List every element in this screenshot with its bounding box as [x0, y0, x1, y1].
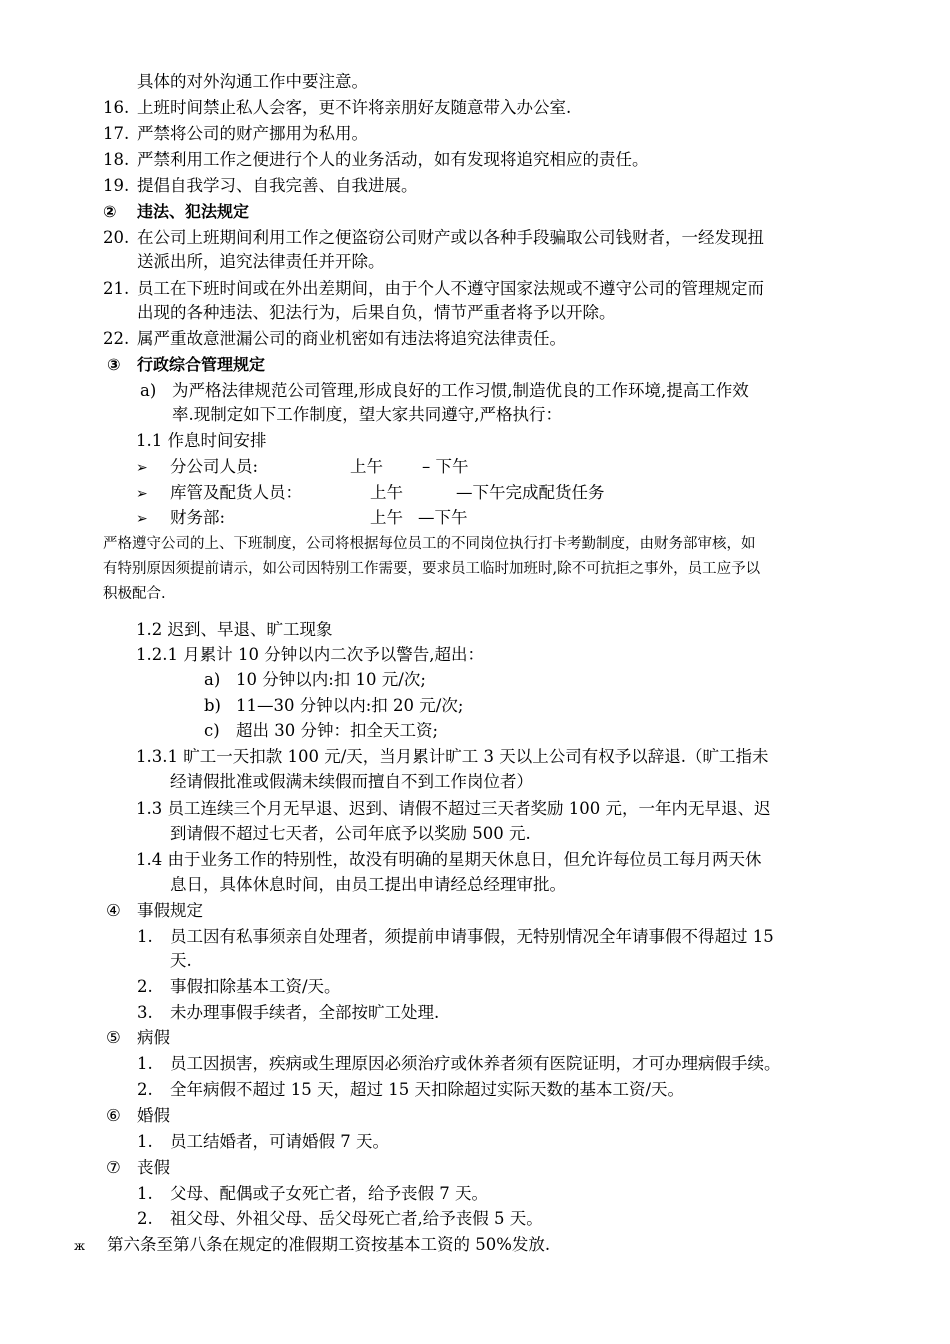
item-text: 为严格法律规范公司管理,形成良好的工作习惯,制造优良的工作环境,提高工作效 — [172, 381, 749, 400]
list-item-17 — [103, 122, 368, 146]
text-line: 积极配合. — [103, 586, 166, 602]
text-line: 1.4 由于业务工作的特别性，故没有明确的星期天休息日，但允许每位员工每月两天休 — [136, 850, 762, 869]
item-text: 第六条至第八条在规定的准假期工资按基本工资的 50%发放. — [107, 1235, 551, 1254]
list-item — [137, 925, 774, 949]
item-text: 全年病假不超过 15 天，超过 15 天扣除超过实际天数的基本工资/天。 — [170, 1080, 685, 1099]
item-number: 17. — [103, 124, 130, 143]
section-number: ③ — [107, 355, 121, 374]
item-text: 严禁利用工作之便进行个人的业务活动，如有发现将追究相应的责任。 — [137, 150, 649, 169]
section-heading-6 — [106, 1104, 170, 1128]
arrow-bullet-icon: ➢ — [136, 511, 148, 527]
text-line: 严格遵守公司的上、下班制度，公司将根据每位员工的不同岗位执行打卡考勤制度，由财务部审核，如 — [103, 536, 756, 552]
item-number: 1. — [137, 1054, 153, 1073]
item-number: 2. — [137, 1209, 153, 1228]
list-item-19 — [103, 174, 418, 198]
item-number: 3. — [137, 1003, 153, 1022]
item-number: 16. — [103, 98, 130, 117]
text-line: 出现的各种违法、犯法行为，后果自负，情节严重者将予以开除。 — [137, 303, 616, 322]
item-letter: a) — [204, 670, 221, 689]
section-title: 丧假 — [137, 1158, 170, 1177]
section-number: ② — [103, 202, 117, 221]
item-text: 父母、配偶或子女死亡者，给予丧假 7 天。 — [170, 1184, 488, 1203]
schedule-row — [136, 481, 605, 506]
text-line: 有特别原因须提前请示，如公司因特别工作需要，要求员工临时加班时,除不可抗拒之事外，员工应予以 — [103, 561, 761, 577]
text-line: 到请假不超过七天者，公司年底予以奖励 500 元. — [170, 824, 531, 843]
list-item — [137, 975, 341, 999]
item-text: 上班时间禁止私人会客，更不许将亲朋好友随意带入办公室. — [137, 98, 572, 117]
penalty-item-c — [204, 719, 438, 743]
list-item-21 — [103, 277, 764, 301]
schedule-end: – 下午 — [422, 457, 469, 476]
item-number: 21. — [103, 279, 130, 298]
schedule-start: 上午 — [350, 457, 383, 476]
schedule-start: 上午 — [370, 483, 403, 502]
item-text: 祖父母、外祖父母、岳父母死亡者,给予丧假 5 天。 — [170, 1209, 543, 1228]
item-text: 提倡自我学习、自我完善、自我进展。 — [137, 176, 418, 195]
item-number: 18. — [103, 150, 130, 169]
item-text: 未办理事假手续者，全部按旷工处理. — [170, 1003, 440, 1022]
paragraph-a — [140, 379, 749, 403]
list-item-16 — [103, 96, 571, 120]
section-number: ⑥ — [106, 1106, 121, 1125]
text-line: 1.3.1 旷工一天扣款 100 元/天，当月累计旷工 3 天以上公司有权予以辞退.（旷工指未 — [136, 747, 769, 766]
schedule-start: 上午 — [370, 508, 403, 527]
section-number: ④ — [106, 901, 121, 920]
subheading-1-2: 1.2 迟到、早退、旷工现象 — [136, 620, 333, 639]
section-heading-4 — [106, 899, 203, 923]
item-text: 属严重故意泄漏公司的商业机密如有违法将追究法律责任。 — [137, 329, 566, 348]
item-text: 员工在下班时间或在外出差期间，由于个人不遵守国家法规或不遵守公司的管理规定而 — [137, 279, 764, 298]
section-heading-3 — [107, 353, 265, 377]
section-title: 病假 — [137, 1028, 170, 1047]
item-number: 2. — [137, 1080, 153, 1099]
item-text: 超出 30 分钟：扣全天工资; — [236, 721, 439, 740]
item-letter: a) — [140, 381, 157, 400]
arrow-bullet-icon: ➢ — [136, 460, 148, 476]
schedule-end: —下午 — [418, 508, 468, 527]
list-item — [137, 1207, 543, 1231]
item-number: 19. — [103, 176, 130, 195]
section-number: ⑦ — [106, 1158, 121, 1177]
section-title: 行政综合管理规定 — [137, 355, 266, 374]
schedule-label: 分公司人员: — [170, 457, 259, 476]
text-line: 天. — [170, 951, 192, 970]
penalty-item-a — [204, 668, 426, 692]
item-text: 员工结婚者，可请婚假 7 天。 — [170, 1132, 389, 1151]
section-title: 违法、犯法规定 — [137, 202, 250, 221]
section-title: 事假规定 — [137, 901, 203, 920]
item-text: 员工因有私事须亲自处理者，须提前申请事假，无特别情况全年请事假不得超过 15 — [170, 927, 774, 946]
schedule-end: —下午完成配货任务 — [456, 483, 605, 502]
section-heading-5 — [106, 1026, 170, 1050]
penalty-item-b — [204, 694, 463, 718]
item-text: 严禁将公司的财产挪用为私用。 — [137, 124, 368, 143]
footnote-marker-icon: ж — [74, 1239, 86, 1253]
subheading-1-1: 1.1 作息时间安排 — [136, 431, 267, 450]
item-number: 22. — [103, 329, 130, 348]
item-text: 员工因损害，疾病或生理原因必须治疗或休养者须有医院证明，才可办理病假手续。 — [170, 1054, 781, 1073]
text-line: 经请假批准或假满未续假而擅自不到工作岗位者） — [170, 772, 533, 791]
footnote-line — [74, 1233, 550, 1258]
item-number: 2. — [137, 977, 153, 996]
text-line: 送派出所，追究法律责任并开除。 — [137, 252, 385, 271]
section-number: ⑤ — [106, 1028, 121, 1047]
subheading-1-2-1: 1.2.1 月累计 10 分钟以内二次予以警告,超出： — [136, 645, 484, 664]
list-item — [137, 1001, 439, 1025]
list-item — [137, 1182, 488, 1206]
text-line: 率.现制定如下工作制度，望大家共同遵守,严格执行： — [172, 405, 562, 424]
text-line: 息日，具体休息时间，由员工提出申请经总经理审批。 — [170, 875, 566, 894]
item-text: 10 分钟以内:扣 10 元/次; — [236, 670, 426, 689]
item-text: 11—30 分钟以内:扣 20 元/次; — [236, 696, 464, 715]
section-title: 婚假 — [137, 1106, 170, 1125]
item-number: 1. — [137, 1184, 153, 1203]
section-heading-2 — [103, 200, 249, 224]
arrow-bullet-icon: ➢ — [136, 486, 148, 502]
schedule-label: 库管及配货人员： — [170, 483, 302, 502]
text-line: 1.3 员工连续三个月无早退、迟到、请假不超过三天者奖励 100 元，一年内无早退、迟 — [136, 799, 771, 818]
schedule-label: 财务部: — [170, 508, 226, 527]
item-letter: c) — [204, 721, 220, 740]
list-item-22 — [103, 327, 566, 351]
item-text: 事假扣除基本工资/天。 — [170, 977, 341, 996]
list-item — [137, 1052, 781, 1076]
item-number: 1. — [137, 1132, 153, 1151]
item-number: 20. — [103, 228, 130, 247]
schedule-row — [136, 506, 468, 531]
list-item — [137, 1130, 389, 1154]
item-text: 在公司上班期间利用工作之便盗窃公司财产或以各种手段骗取公司钱财者，一经发现扭 — [137, 228, 764, 247]
item-letter: b) — [204, 696, 221, 715]
item-number: 1. — [137, 927, 153, 946]
text-line: 具体的对外沟通工作中要注意。 — [137, 72, 368, 91]
section-heading-7 — [106, 1156, 170, 1180]
list-item-18 — [103, 148, 649, 172]
list-item — [137, 1078, 684, 1102]
list-item-20 — [103, 226, 764, 250]
schedule-row — [136, 455, 469, 480]
